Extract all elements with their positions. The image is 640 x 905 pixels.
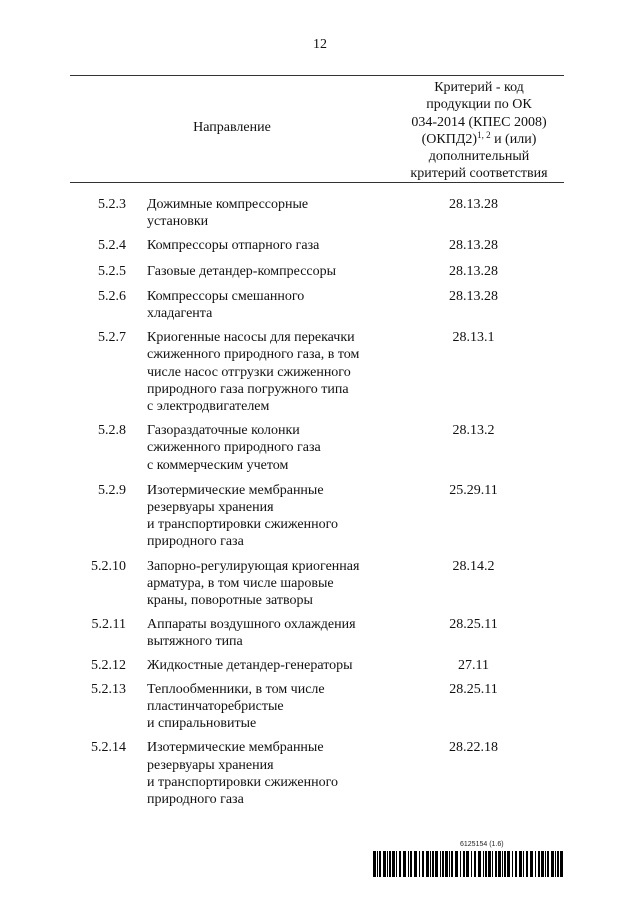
barcode-bar [440,851,441,877]
barcode-bar [426,851,429,877]
barcode-bar [535,851,536,877]
direction-line: и транспортировки сжиженного [147,517,338,533]
barcode-bar [379,851,381,877]
product-direction [147,329,391,415]
barcode-bar [483,851,484,877]
direction-line: сжиженного природного газа, в том [147,347,360,363]
page-number: 12 [313,37,327,52]
header-criterion [394,79,564,183]
product-direction [147,482,391,551]
direction-line: числе насос отгрузки сжиженного [147,364,351,380]
product-direction [147,739,391,808]
barcode-bar [460,851,461,877]
barcode-bar [414,851,417,877]
direction-line: Аппараты воздушного охлаждения [147,617,356,633]
barcode-bar [507,851,510,877]
barcode-bar [541,851,544,877]
header-criterion-line: критерий соответствия [410,166,548,182]
direction-line: Запорно-регулирующая криогенная [147,558,360,574]
okpd2-code: 28.13.28 [449,263,498,279]
section-number: 5.2.3 [98,197,126,212]
direction-line: краны, поворотные затворы [147,593,313,609]
barcode-bar [515,851,517,877]
okpd2-code: 28.13.28 [449,288,498,304]
okpd2-code: 28.25.11 [449,681,498,697]
section-number: 5.2.11 [91,617,126,633]
barcode-bar [408,851,409,877]
barcode-bar [373,851,376,877]
table-row [70,681,564,733]
direction-line: вытяжного типа [147,634,243,650]
direction-line: Газовые детандер-компрессоры [147,263,337,279]
okpd2-code: 28.13.2 [452,423,495,439]
barcode-label: 6125154 (1.6) [460,841,504,848]
table-row [70,196,564,230]
barcode-bar [498,851,501,877]
barcode-bar [504,851,506,877]
barcode-bar [478,851,481,877]
barcode-bar [560,851,563,877]
barcode-bar [519,851,522,877]
barcode-bar [449,851,450,877]
barcode-bar [442,851,444,877]
header-bottom-rule [70,182,564,183]
barcode-bar [432,851,434,877]
section-number: 5.2.10 [91,558,126,574]
table-row [70,237,564,254]
okpd2-code: 28.13.28 [449,238,498,254]
header-criterion-line: дополнительный [428,149,530,165]
table-row [70,558,564,610]
section-number: 5.2.4 [98,238,126,254]
barcode-bar [492,851,493,877]
direction-line: установки [147,214,209,230]
barcode-bar [430,851,431,877]
section-number: 5.2.9 [98,482,126,498]
direction-line: Газораздаточные колонки [147,423,300,439]
barcode-bar [419,851,420,877]
table-row [70,263,564,280]
okpd2-code: 28.14.2 [452,558,495,574]
direction-line: пластинчаторебристые [147,699,284,715]
table-row [70,329,564,415]
direction-line: природного газа [147,792,244,808]
header-criterion-line: Критерий - код [434,80,524,95]
barcode-bar [551,851,554,877]
section-number: 5.2.8 [98,423,126,439]
section-number: 5.2.6 [98,288,126,304]
barcode-bar [523,851,524,877]
product-direction [147,237,391,254]
barcode-bar [396,851,397,877]
product-direction [147,288,391,322]
barcode-bar [526,851,528,877]
barcode-bar [471,851,472,877]
barcode-bar [545,851,546,877]
table-row [70,657,564,674]
table-row [70,739,564,808]
barcode-bar [557,851,559,877]
barcode [373,851,565,877]
product-direction [147,263,391,280]
barcode-bar [530,851,533,877]
table-body [70,196,564,808]
barcode-bar [488,851,491,877]
direction-line: и транспортировки сжиженного [147,774,338,790]
header-criterion-line [394,131,564,148]
product-direction [147,422,391,474]
table-row [70,616,564,650]
okpd-label-tail: и (или) [490,131,537,147]
barcode-bar [445,851,448,877]
direction-line: Жидкостные детандер-генераторы [147,657,353,673]
direction-line: природного газа [147,534,244,550]
direction-line: Изотермические мембранные [147,740,324,756]
direction-line: арматура, в том числе шаровые [147,575,334,591]
table-row [70,422,564,474]
direction-line: Теплообменники, в том числе [147,681,325,697]
direction-line: резервуары хранения [147,757,274,773]
barcode-bar [555,851,556,877]
direction-line: сжиженного природного газа [147,440,321,456]
header-top-rule [70,75,564,76]
okpd2-code: 27.11 [458,657,489,673]
direction-line: Изотермические мембранные [147,482,324,498]
okpd2-code: 28.22.18 [449,740,498,756]
header-criterion-line: продукции по ОК [426,97,532,113]
barcode-bar [399,851,401,877]
barcode-bar [435,851,438,877]
direction-line: Компрессоры смешанного [147,288,305,304]
product-direction [147,558,391,610]
okpd2-code: 25.29.11 [449,482,498,498]
barcode-bar [422,851,424,877]
direction-line: с коммерческим учетом [147,457,289,473]
section-number: 5.2.7 [98,330,126,346]
okpd2-code: 28.13.28 [449,197,498,212]
direction-line: Криогенные насосы для перекачки [147,330,355,346]
product-direction [147,616,391,650]
header-criterion-line: 034-2014 (КПЕС 2008) [411,114,547,130]
header-direction: Направление [193,120,271,135]
section-number: 5.2.5 [98,263,126,279]
table-row [70,288,564,322]
direction-line: хладагента [147,306,213,322]
barcode-bar [466,851,469,877]
barcode-bar [392,851,395,877]
product-direction [147,657,391,674]
barcode-bar [502,851,503,877]
section-number: 5.2.13 [91,681,126,697]
direction-line: природного газа погружного типа [147,381,349,397]
barcode-bar [387,851,388,877]
direction-line: и спиральновитые [147,716,257,732]
barcode-bar [383,851,386,877]
barcode-bar [485,851,487,877]
barcode-bar [403,851,406,877]
direction-line: резервуары хранения [147,500,274,516]
footnote-reference: 1, 2 [477,129,491,140]
table-row [70,482,564,551]
barcode-bar [495,851,497,877]
direction-line: с электродвигателем [147,399,270,415]
barcode-bar [410,851,412,877]
direction-line: Компрессоры отпарного газа [147,238,320,254]
barcode-bar [451,851,453,877]
section-number: 5.2.12 [91,657,126,673]
barcode-bar [538,851,540,877]
barcode-bar [463,851,465,877]
direction-line: Дожимные компрессорные [147,197,309,212]
section-number: 5.2.14 [91,740,126,756]
barcode-bar [377,851,378,877]
barcode-bar [512,851,513,877]
product-direction [147,681,391,733]
okpd2-code: 28.25.11 [449,617,498,633]
okpd-label: (ОКПД2) [421,131,478,147]
barcode-bar [389,851,391,877]
product-direction [147,196,391,230]
barcode-bar [455,851,458,877]
okpd2-code: 28.13.1 [452,330,495,346]
barcode-bar [547,851,549,877]
barcode-bar [474,851,476,877]
